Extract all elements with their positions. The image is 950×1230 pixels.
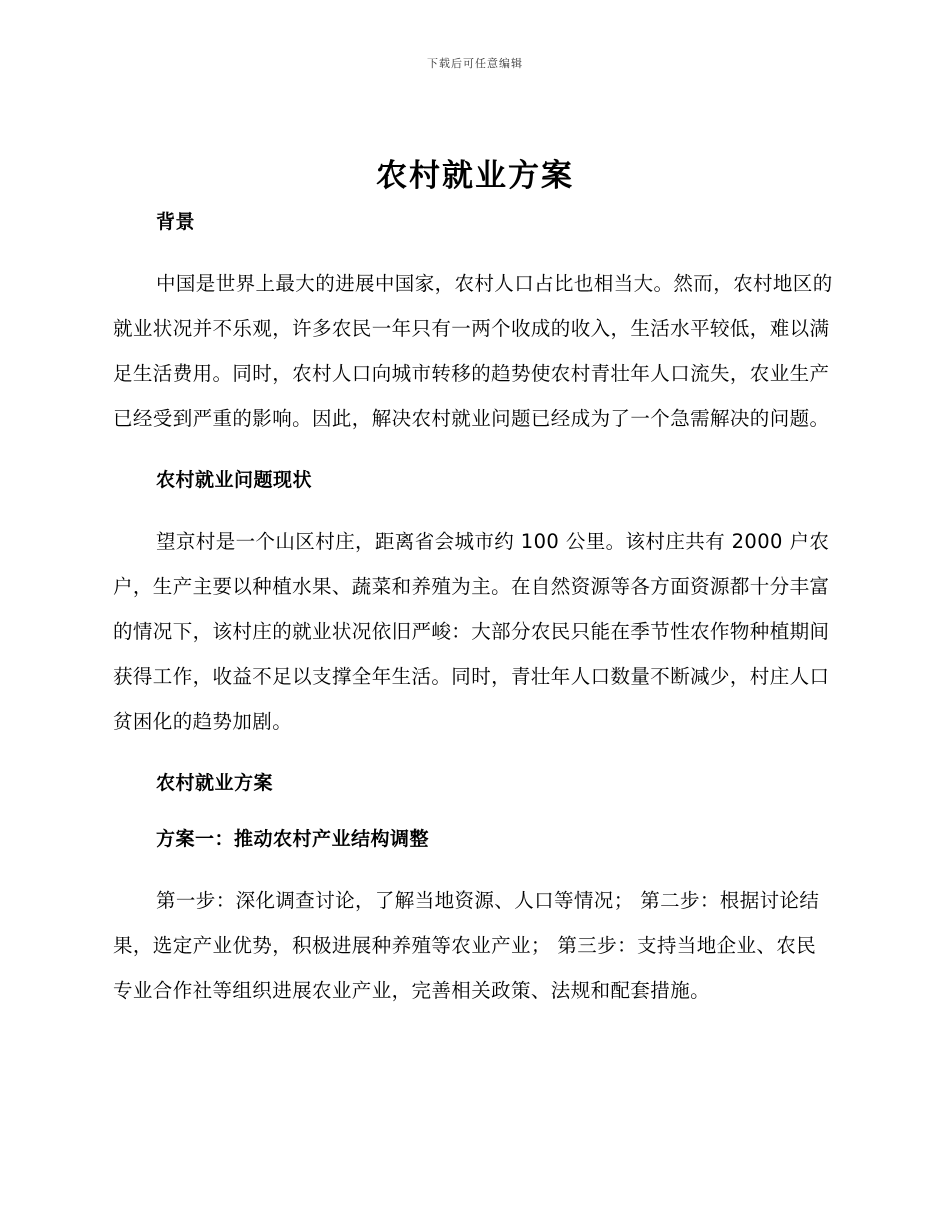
document-body — [113, 205, 835, 1025]
section-paragraph-plan-one: 第一步：深化调查讨论，了解当地资源、人口等情况； 第二步：根据讨论结果，选定产业优势，积极进展种养殖等农业产业； 第三步：支持当地企业、农民专业合作社等组织进展农业产业，完善相关政策、法规和配套措施。 — [113, 889, 820, 1002]
header-note: 下载后可任意编辑 — [427, 57, 523, 70]
section-heading-plan-one: 方案一：推动农村产业结构调整 — [156, 828, 430, 850]
section-paragraph-background: 中国是世界上最大的进展中国家，农村人口占比也相当大。然而，农村地区的就业状况并不乐观，许多农民一年只有一两个收成的收入，生活水平较低，难以满足生活费用。同时，农村人口向城市转移的趋势使农村青壮年人口流失，农业生产已经受到严重的影响。因此，解决农村就业问题已经成为了一个急需解决的问题。 — [113, 272, 833, 430]
section-heading-current-status: 农村就业问题现状 — [156, 469, 313, 491]
section-paragraph-current-status: 望京村是一个山区村庄，距离省会城市约 100 公里。该村庄共有 2000 户农户，生产主要以种植水果、蔬菜和养殖为主。在自然资源等各方面资源都十分丰富的情况下，该村庄的就业状况依旧严峻：大部分农民只能在季节性农作物种植期间获得工作，收益不足以支撑全年生活。同时，青壮年人口数量不断减少，村庄人口贫困化的趋势加剧。 — [113, 530, 830, 733]
section-heading-plan: 农村就业方案 — [156, 772, 274, 794]
document-title: 农村就业方案 — [376, 158, 574, 194]
section-heading-background: 背景 — [156, 211, 196, 233]
